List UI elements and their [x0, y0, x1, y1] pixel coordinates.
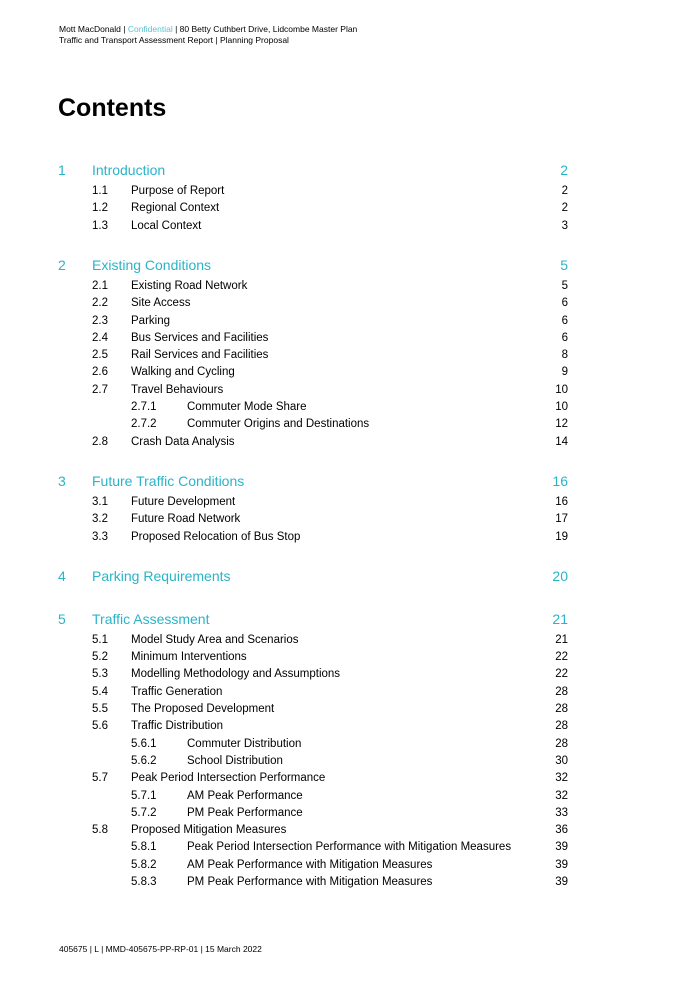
toc-page: 14: [555, 435, 568, 448]
toc-page: 30: [555, 754, 568, 767]
header-confidential: Confidential: [127, 24, 173, 34]
header-project: | 80 Betty Cuthbert Drive, Lidcombe Master Plan: [172, 24, 358, 34]
toc-label: Modelling Methodology and Assumptions: [131, 668, 341, 681]
toc-page: 28: [555, 720, 568, 733]
toc-num: 2.2: [92, 297, 108, 310]
toc-page: 2: [560, 162, 568, 178]
toc-num: 5.8: [92, 824, 108, 837]
toc-page: 21: [555, 633, 568, 646]
toc-label: Regional Context: [131, 202, 220, 215]
toc-page: 39: [555, 841, 568, 854]
toc-num: 5.7: [92, 772, 108, 785]
toc-num: 3: [58, 472, 66, 489]
toc-num: 5.6.2: [131, 754, 157, 767]
toc-label: Proposed Mitigation Measures: [131, 824, 287, 837]
toc-label: Minimum Interventions: [131, 651, 247, 664]
toc-label: School Distribution: [187, 754, 283, 767]
toc-label: Parking: [131, 314, 170, 327]
toc-num: 2.7.2: [131, 418, 157, 431]
toc-page: 17: [555, 513, 568, 526]
toc-page: 22: [555, 651, 568, 664]
toc-page: 28: [555, 737, 568, 750]
toc-label: Travel Behaviours: [131, 383, 224, 396]
toc-page: 20: [552, 567, 568, 584]
toc-label: AM Peak Performance with Mitigation Measures: [187, 858, 433, 871]
toc-num: 1.2: [92, 202, 108, 215]
toc-num: 2.7.1: [131, 401, 157, 413]
toc-label: Rail Services and Facilities: [131, 349, 269, 362]
page-title: Contents: [58, 94, 167, 122]
toc-page: 16: [555, 495, 568, 508]
toc-page: 36: [555, 824, 568, 837]
toc-page: 5: [560, 256, 568, 273]
toc-num: 2.4: [92, 331, 108, 344]
toc-page: 3: [561, 219, 568, 232]
toc-label: Introduction: [92, 162, 166, 178]
toc-page: 2: [561, 185, 568, 197]
toc-num: 5.3: [92, 668, 108, 681]
toc-label: The Proposed Development: [131, 703, 275, 715]
toc-label: Peak Period Intersection Performance with Mitigation Measures: [187, 841, 512, 854]
toc-num: 5.4: [92, 685, 108, 698]
header-line-2: Traffic and Transport Assessment Report | Planning Proposal: [59, 35, 289, 45]
toc-page: 9: [561, 366, 568, 379]
toc-page: 10: [555, 383, 568, 396]
toc-num: 2.6: [92, 366, 108, 379]
toc-num: 2.7: [92, 383, 108, 396]
toc-label: Site Access: [131, 297, 191, 310]
toc-label: Future Road Network: [131, 513, 241, 526]
page-footer: 405675 | L | MMD-405675-PP-RP-01 | 15 March 2022: [59, 944, 262, 954]
toc-num: 5.5: [92, 703, 108, 715]
toc-page: 33: [555, 806, 568, 819]
toc-label: Existing Road Network: [131, 279, 248, 292]
toc-page: 39: [555, 858, 568, 871]
toc-label: Existing Conditions: [92, 256, 212, 273]
toc-page: 5: [561, 279, 568, 292]
toc-num: 5.1: [92, 633, 108, 646]
toc-num: 2: [58, 256, 66, 273]
toc-label: AM Peak Performance: [187, 789, 303, 802]
toc-num: 3.1: [92, 495, 108, 508]
toc-label: PM Peak Performance with Mitigation Measures: [187, 876, 433, 888]
toc-num: 1.3: [92, 219, 108, 232]
toc-page: 32: [555, 789, 568, 802]
toc-label: Walking and Cycling: [131, 366, 235, 379]
toc-num: 1.1: [92, 185, 108, 197]
toc-num: 5.6.1: [131, 737, 157, 750]
toc-num: 2.8: [92, 435, 108, 448]
toc-page: 32: [555, 772, 568, 785]
toc-num: 5: [58, 610, 66, 627]
toc-label: Crash Data Analysis: [131, 435, 235, 448]
toc-num: 5.8.3: [131, 876, 157, 888]
toc-num: 5.7.2: [131, 806, 157, 819]
toc-num: 2.1: [92, 279, 108, 292]
toc-page: 2: [561, 202, 568, 215]
toc-label: Bus Services and Facilities: [131, 331, 269, 344]
toc-label: Future Traffic Conditions: [92, 472, 245, 489]
toc-num: 2.3: [92, 314, 108, 327]
toc-page: 19: [555, 530, 568, 543]
toc-num: 4: [58, 567, 66, 584]
toc-label: Traffic Assessment: [92, 610, 210, 627]
toc-label: Proposed Relocation of Bus Stop: [131, 530, 301, 543]
toc-page: 6: [561, 297, 568, 310]
toc-page: 10: [555, 401, 568, 413]
toc-num: 2.5: [92, 349, 108, 362]
toc-num: 3.2: [92, 513, 108, 526]
toc-num: 1: [58, 162, 66, 178]
toc-page: 12: [555, 418, 568, 431]
toc-label: Peak Period Intersection Performance: [131, 772, 326, 785]
toc-label: Commuter Mode Share: [187, 401, 307, 413]
toc-label: Commuter Distribution: [187, 737, 302, 750]
toc-page: 16: [552, 472, 568, 489]
toc-page: 6: [561, 314, 568, 327]
toc-label: Future Development: [131, 495, 236, 508]
toc-label: Traffic Generation: [131, 685, 223, 698]
toc-page: 21: [552, 610, 568, 627]
toc-num: 3.3: [92, 530, 108, 543]
toc-label: Commuter Origins and Destinations: [187, 418, 370, 431]
toc-label: Local Context: [131, 219, 202, 232]
toc-label: Parking Requirements: [92, 567, 231, 584]
toc-num: 5.6: [92, 720, 108, 733]
toc-label: Traffic Distribution: [131, 720, 224, 733]
toc-page: 6: [561, 331, 568, 344]
toc-page: 28: [555, 685, 568, 698]
toc-num: 5.8.2: [131, 858, 157, 871]
toc-label: PM Peak Performance: [187, 806, 303, 819]
toc-num: 5.7.1: [131, 789, 157, 802]
header-company: Mott MacDonald |: [59, 24, 128, 34]
toc-page: 8: [561, 349, 568, 362]
toc-num: 5.8.1: [131, 841, 157, 854]
toc-label: Model Study Area and Scenarios: [131, 633, 299, 646]
toc-label: Purpose of Report: [131, 185, 225, 197]
toc-page: 39: [555, 876, 568, 888]
toc-page: 28: [555, 703, 568, 715]
toc-num: 5.2: [92, 651, 108, 664]
toc-page: 22: [555, 668, 568, 681]
